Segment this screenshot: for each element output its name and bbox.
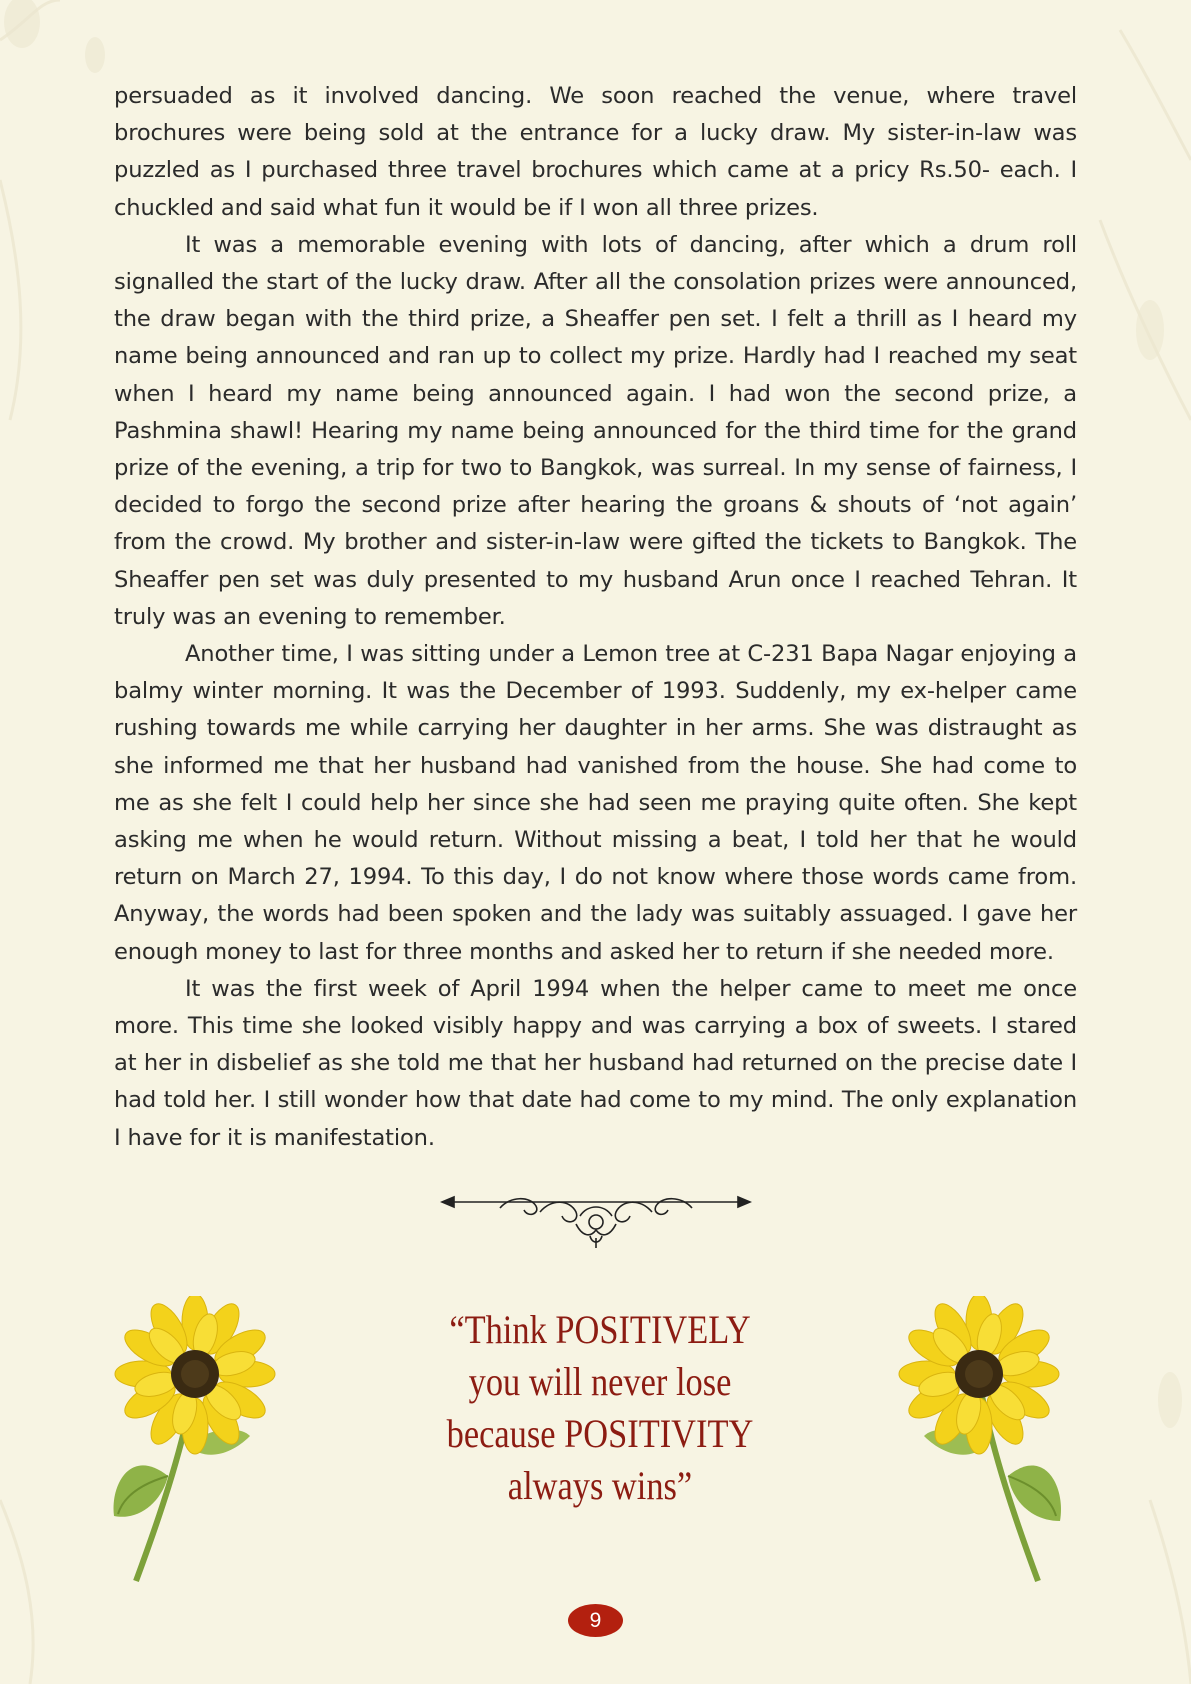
paragraph-2: It was a memorable evening with lots of dancing, after which a drum roll signalled the start of the lucky draw. After all the consolation prizes were announced, the draw began with the third prize, a Sheaffer pen set. I felt a thrill as I heard my name being announced and ran up to collect my prize. Hardly had I reached my seat when I heard my name being announced again. I had won the second prize, a Pashmina shawl! Hearing my name being announced for the third time for the grand prize of the evening, a trip for two to Bangkok, was surreal. In my sense of fairness, I decided to forgo the second prize after hearing the groans & shouts of ‘not again’ from the crowd. My brother and sister-in-law were gifted the tickets to Bangkok. The Sheaffer pen set was duly presented to my husband Arun once I reached Tehran. It truly was an evening to remember.: [114, 231, 1077, 630]
page-number-badge: 9: [568, 1604, 623, 1637]
paragraph-1: persuaded as it involved dancing. We soon reached the venue, where travel brochures were being sold at the entrance for a lucky draw. My sister-in-law was puzzled as I purchased three travel brochures which came at a pricy Rs.50- each. I chuckled and said what fun it would be if I won all three prizes.: [114, 83, 1077, 221]
quote-line-3: because POSITIVITY: [446, 1411, 754, 1456]
sunflower-right-icon: [884, 1296, 1074, 1586]
ornamental-divider-icon: [440, 1190, 752, 1254]
paragraph-4: It was the first week of April 1994 when the helper came to meet me once more. This time she looked visibly happy and was carrying a box of sweets. I stared at her in disbelief as she told me that her husband had returned on the precise date I had told her. I still wonder how that date had come to my mind. The only explanation I have for it is manifestation.: [114, 975, 1077, 1151]
sunflower-left-icon: [100, 1296, 290, 1586]
positivity-quote: [415, 1304, 785, 1512]
quote-line-1: “Think POSITIVELY: [449, 1307, 751, 1352]
paragraph-3: Another time, I was sitting under a Lemon tree at C-231 Bapa Nagar enjoying a balmy winter morning. It was the December of 1993. Suddenly, my ex-helper came rushing towards me while carrying her daughter in her arms. She was distraught as she informed me that her husband had vanished from the house. She had come to me as she felt I could help her since she had seen me praying quite often. She kept asking me when he would return. Without missing a beat, I told her that he would return on March 27, 1994. To this day, I do not know where those words came from. Anyway, the words had been spoken and the lady was suitably assuaged. I gave her enough money to last for three months and asked her to return if she needed more.: [114, 641, 1077, 965]
quote-line-2: you will never lose: [468, 1359, 732, 1404]
quote-line-4: always wins”: [507, 1463, 693, 1508]
body-text: [114, 78, 1077, 1157]
